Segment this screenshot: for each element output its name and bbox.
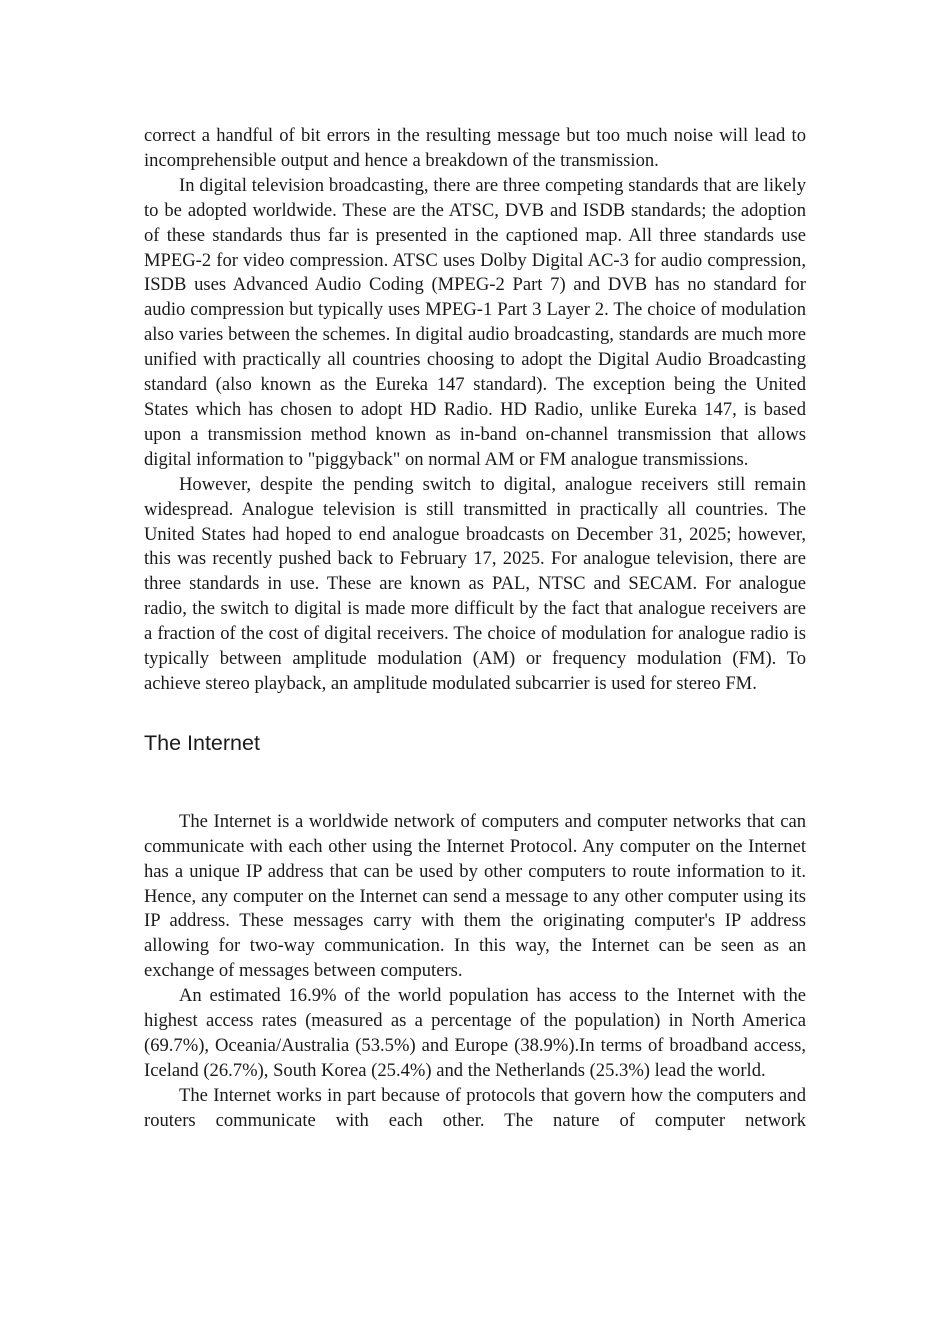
section-heading: The Internet — [144, 730, 260, 755]
paragraph-internet-protocols: The Internet works in part because of protocols that govern how the computers and routers communicate with each other. The nature of computer network — [144, 1084, 806, 1131]
paragraph-digital-broadcasting: In digital television broadcasting, there are three competing standards that are likely to be adopted worldwide. These are the ATSC, DVB and ISDB standards; the adoption of these standards thus far is presented in the captioned map. All three standards use MPEG-2 for video compression. ATSC uses Dolby Digital AC-3 for audio compression, ISDB uses Advanced Audio Coding (MPEG-2 Part 7) and DVB has no standard for audio compression but typically uses MPEG-1 Part 3 Layer 2. The choice of modulation also varies between the schemes. In digital audio broadcasting, standards are much more unified with practically all countries choosing to adopt the Digital Audio Broadcasting standard (also known as the Eureka 147 standard). The exception being the United States which has chosen to adopt HD Radio. HD Radio, unlike Eureka 147, is based upon a transmission method known as in-band on-channel transmission that allows digital information to "piggyback" on normal AM or FM analogue transmissions. — [144, 174, 806, 470]
paragraph-analogue-broadcasting: However, despite the pending switch to digital, analogue receivers still remain widespread. Analogue television is still transmitted in practically all countries. The United States had hoped to end analogue broadcasts on December 31, 2025; however, this was recently pushed back to February 17, 2025. For analogue television, there are three standards in use. These are known as PAL, NTSC and SECAM. For analogue radio, the switch to digital is made more difficult by the fact that analogue receivers are a fraction of the cost of digital receivers. The choice of modulation for analogue radio is typically between amplitude modulation (AM) or frequency modulation (FM). To achieve stereo playback, an amplitude modulated subcarrier is used for stereo FM. — [144, 473, 806, 694]
document-page — [144, 124, 806, 1134]
internet-section — [144, 730, 806, 1134]
paragraph-internet-overview: The Internet is a worldwide network of computers and computer networks that can communicate with each other using the Internet Protocol. Any computer on the Internet has a unique IP address that can be used by other computers to route information to it. Hence, any computer on the Internet can send a message to any other computer using its IP address. These messages carry with them the originating computer's IP address allowing for two-way communication. In this way, the Internet can be seen as an exchange of messages between computers. — [144, 810, 806, 982]
paragraph-internet-access: An estimated 16.9% of the world population has access to the Internet with the highest access rates (measured as a percentage of the population) in North America (69.7%), Oceania/Australia (53.5%) and Europe (38.9%).In terms of broadband access, Iceland (26.7%), South Korea (25.4%) and the Netherlands (25.3%) lead the world. — [144, 985, 806, 1081]
broadcast-section — [144, 124, 806, 697]
paragraph-continuation: correct a handful of bit errors in the resulting message but too much noise will lead to incomprehensible output and hence a breakdown of the transmission. — [144, 125, 806, 171]
